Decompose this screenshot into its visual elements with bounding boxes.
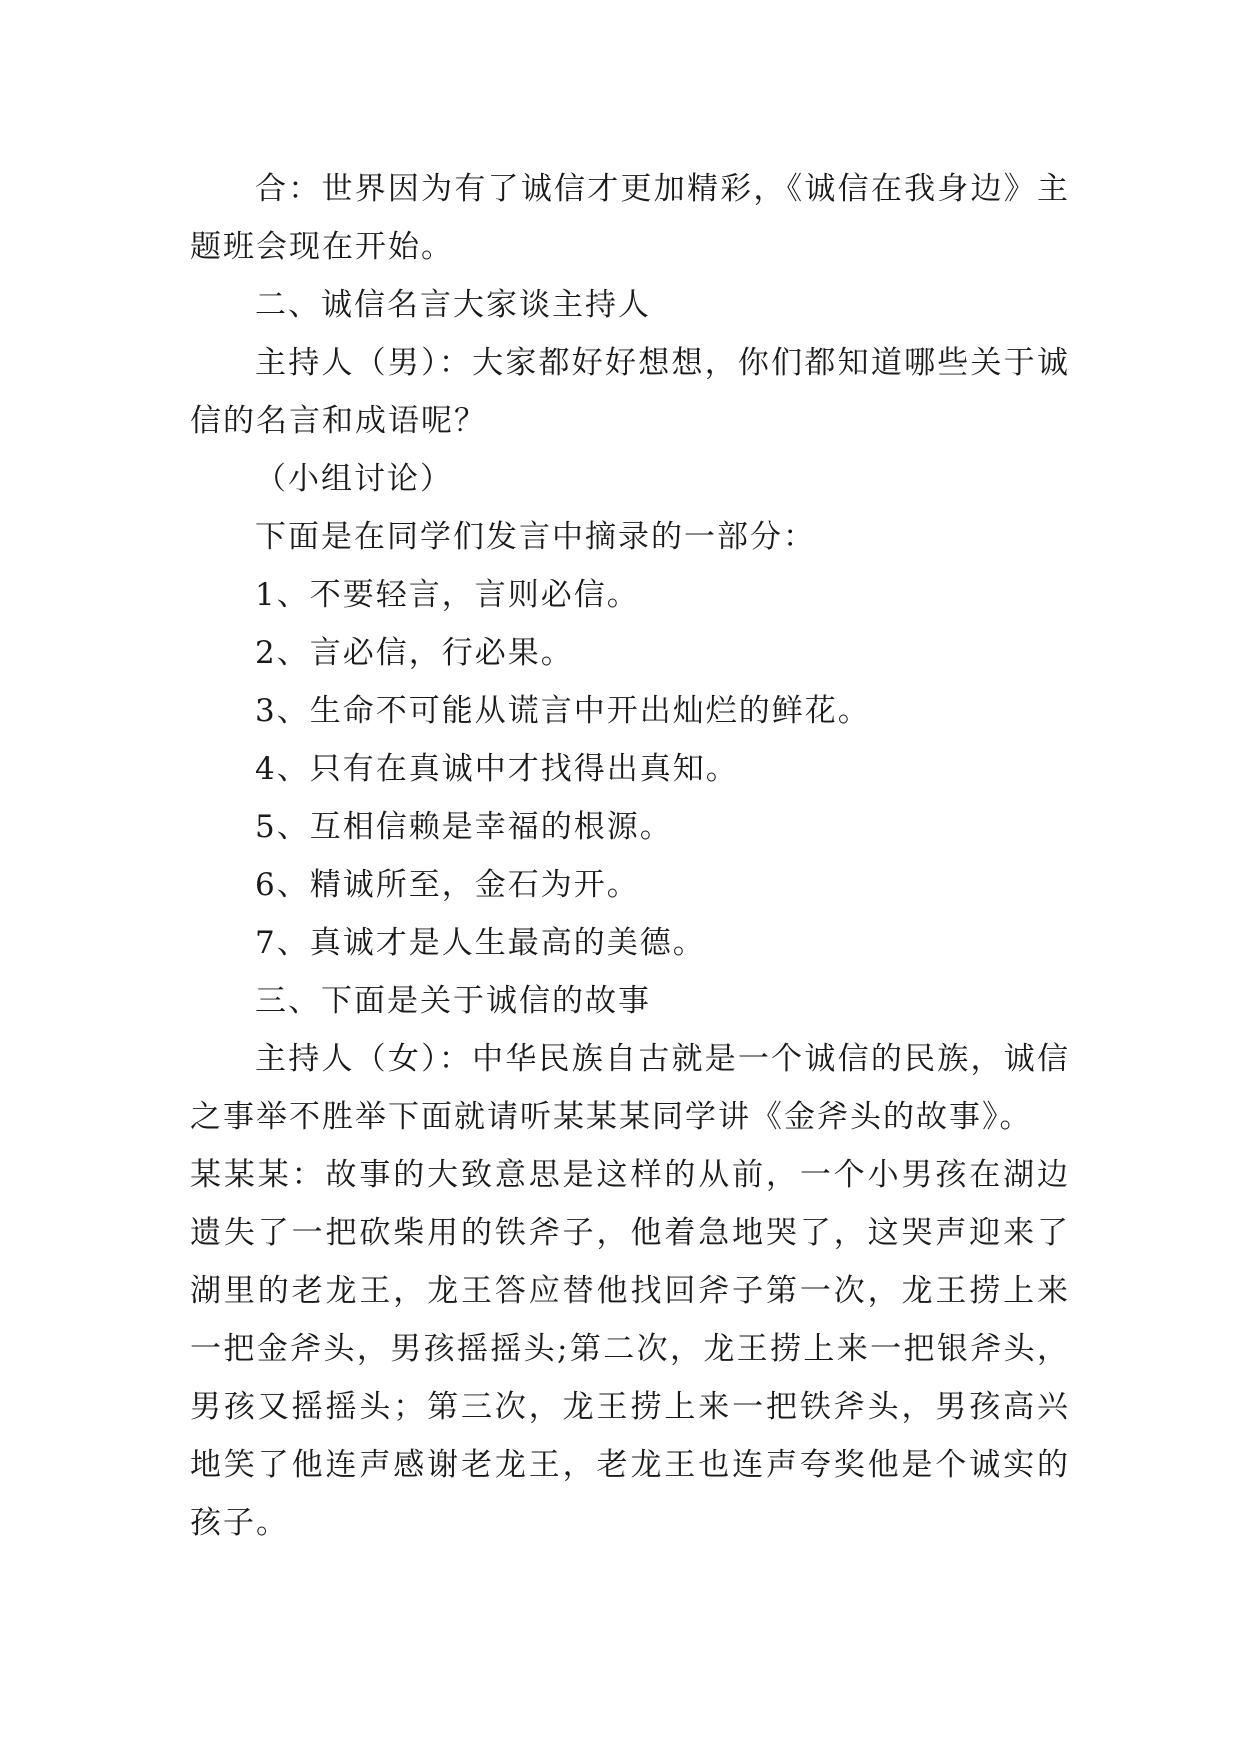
list-item-quote-3: 3、生命不可能从谎言中开出灿烂的鲜花。 [255, 693, 871, 729]
list-item-quote-2: 2、言必信，行必果。 [255, 635, 574, 671]
paragraph-opening: 合：世界因为有了诚信才更加精彩，《诚信在我身边》主题班会现在开始。 [190, 171, 1070, 265]
section-heading-2: 二、诚信名言大家谈主持人 [255, 287, 651, 323]
paragraph-host-female: 主持人（女）：中华民族自古就是一个诚信的民族，诚信之事举不胜举下面就请听某某某同学讲《金斧头的故事》。 [190, 1041, 1070, 1135]
document-body [190, 160, 1070, 1552]
paragraph-story: 某某某：故事的大致意思是这样的从前，一个小男孩在湖边遗失了一把砍柴用的铁斧子，他着急地哭了，这哭声迎来了湖里的老龙王，龙王答应替他找回斧子第一次，龙王捞上来一把金斧头，男孩摇摇头;第二次，龙王捞上来一把银斧头，男孩又摇摇头；第三次，龙王捞上来一把铁斧头，男孩高兴地笑了他连声感谢老龙王，老龙王也连声夸奖他是个诚实的孩子。 [190, 1157, 1070, 1541]
list-item-quote-6: 6、精诚所至，金石为开。 [255, 867, 640, 903]
list-item-quote-7: 7、真诚才是人生最高的美德。 [255, 925, 706, 961]
paragraph-group-discussion: （小组讨论） [255, 461, 453, 497]
section-heading-3: 三、下面是关于诚信的故事 [255, 983, 651, 1019]
paragraph-host-male: 主持人（男）：大家都好好想想，你们都知道哪些关于诚信的名言和成语呢？ [190, 345, 1070, 439]
list-item-quote-5: 5、互相信赖是幸福的根源。 [255, 809, 673, 845]
list-item-quote-1: 1、不要轻言，言则必信。 [255, 577, 640, 613]
list-item-quote-4: 4、只有在真诚中才找得出真知。 [255, 751, 739, 787]
paragraph-excerpt-intro: 下面是在同学们发言中摘录的一部分： [255, 519, 816, 555]
